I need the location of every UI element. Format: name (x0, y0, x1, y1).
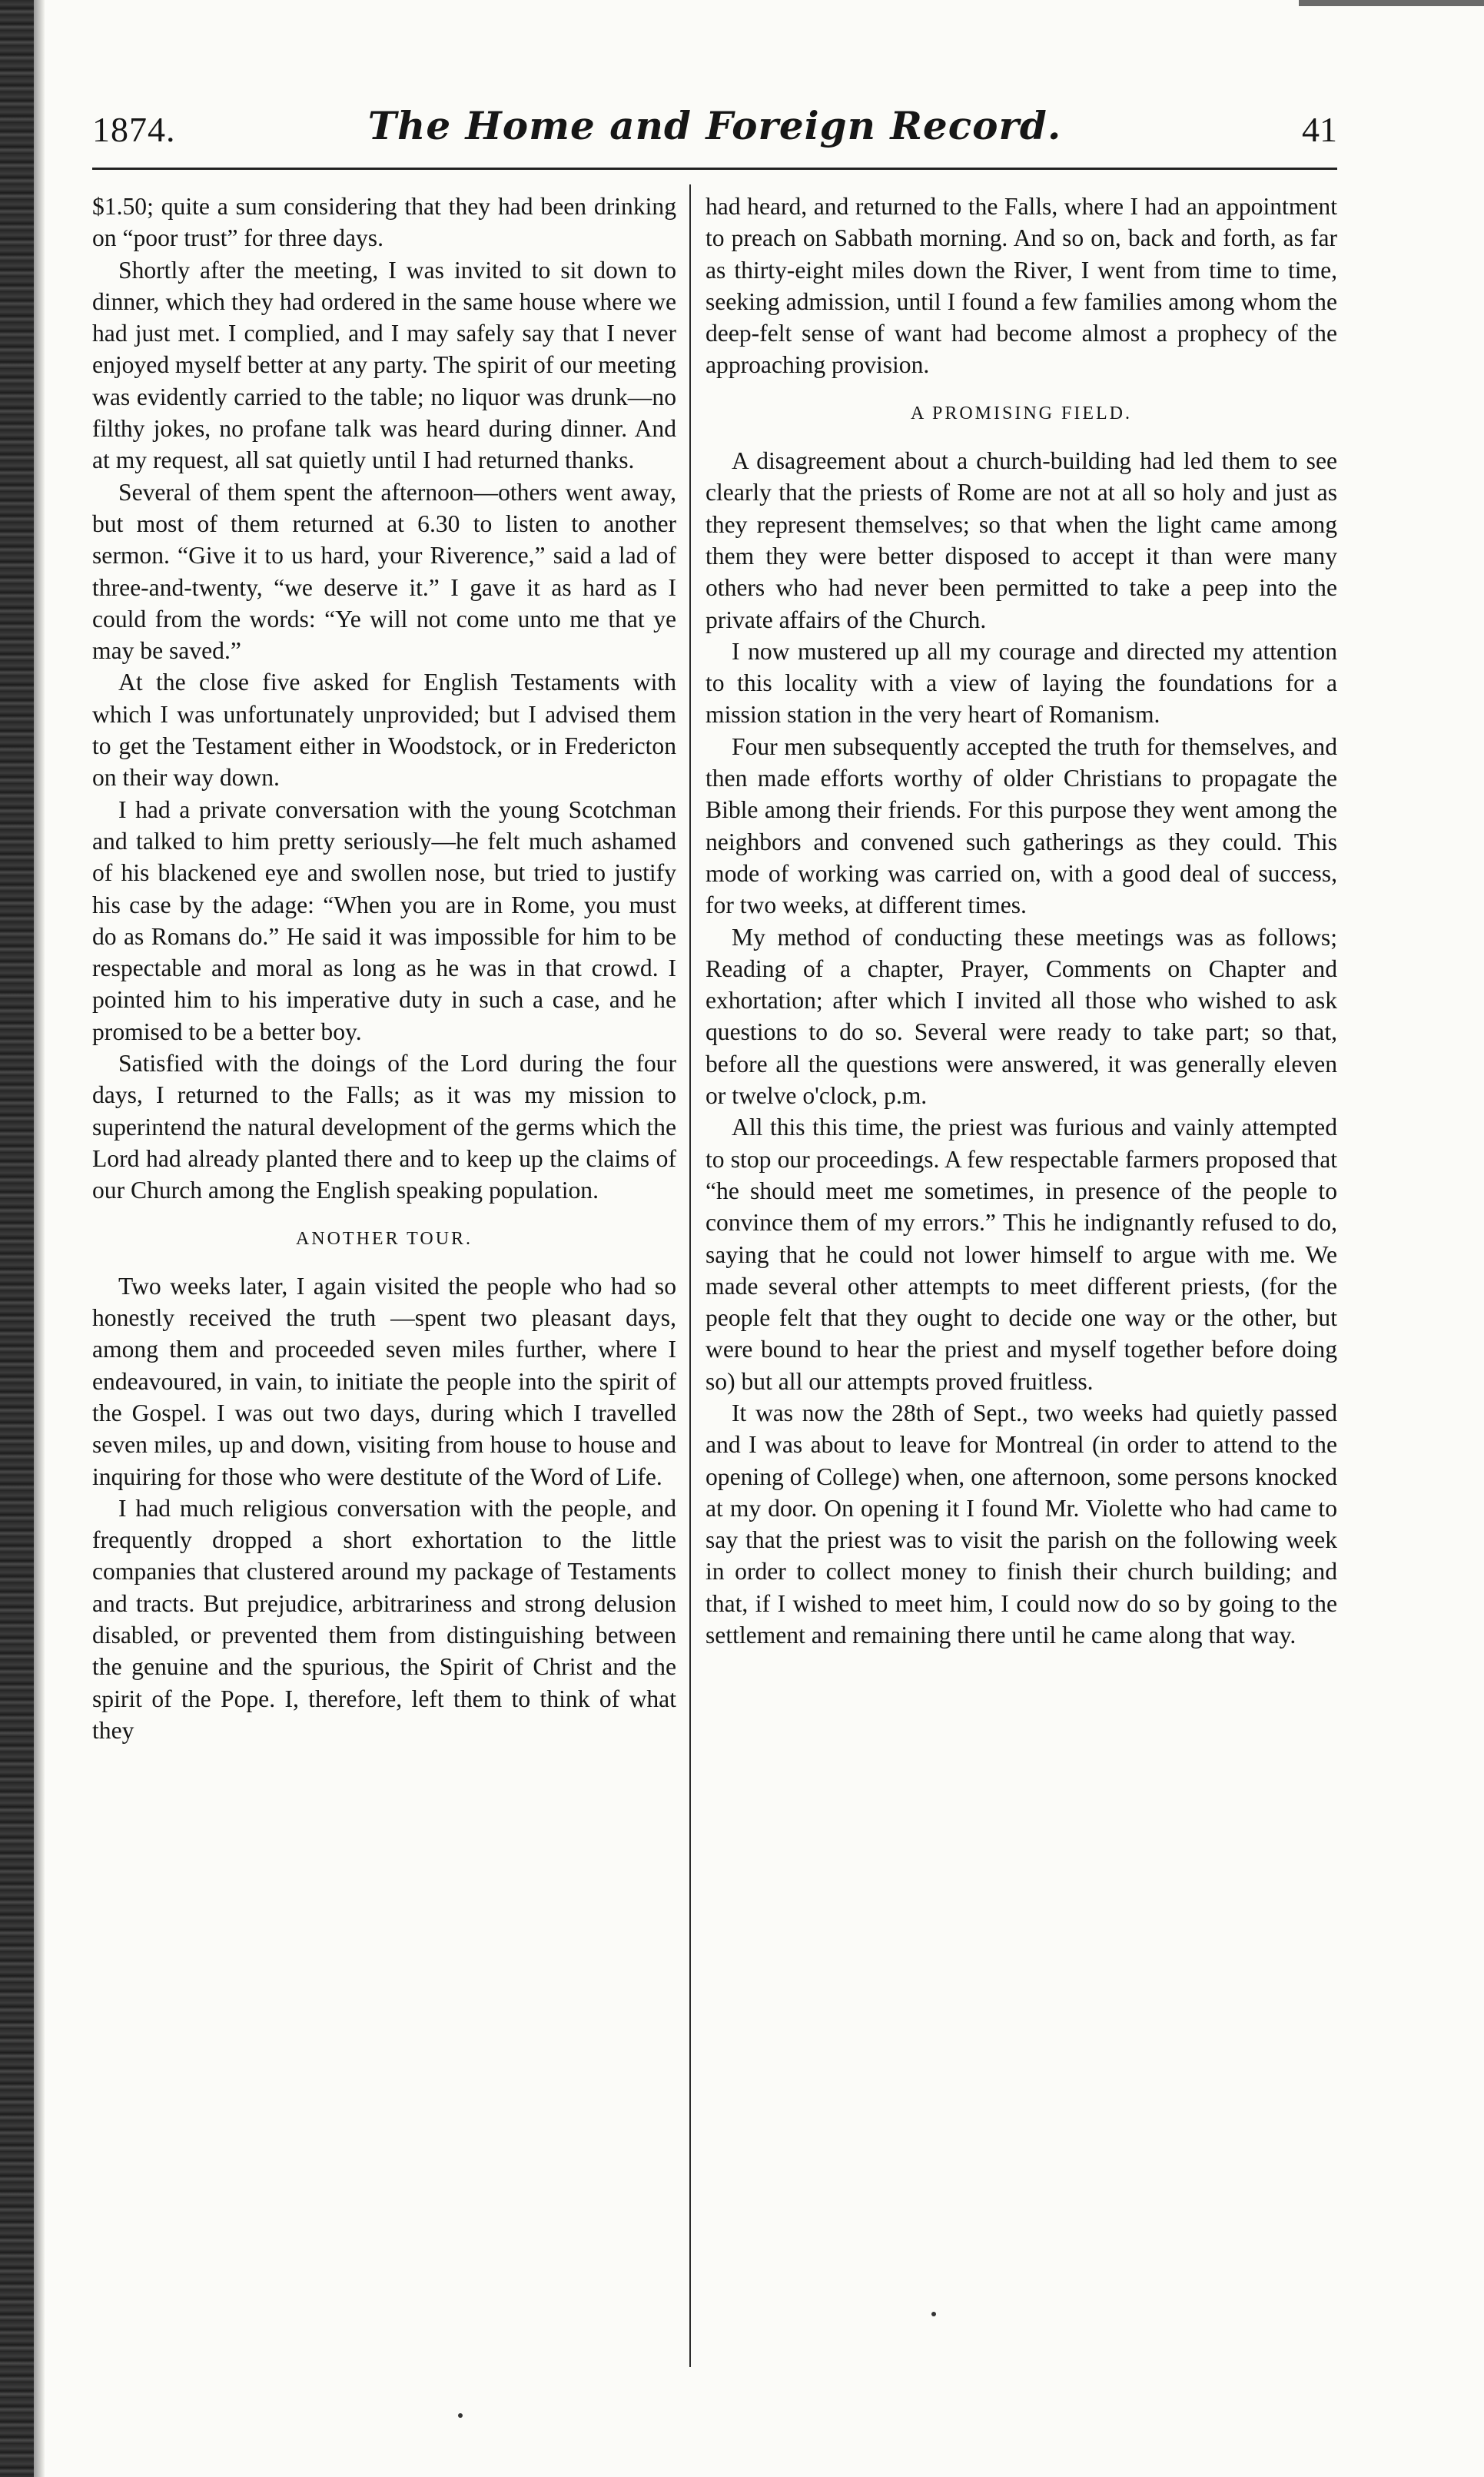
book-spine-shadow (0, 0, 34, 2477)
header-rule (92, 168, 1337, 170)
paragraph: Four men subsequently accepted the truth for themselves, and then made efforts worthy of older Christians to propagate the Bible among their friends. For this purpose they went among the neighbors and convened such gatherings as they could. This mode of working was carried on, with a good deal of success, for two weeks, at different times. (705, 732, 1337, 919)
column-divider (689, 184, 691, 2367)
paragraph: A disagreement about a church-building had led them to see clearly that the priests of Rome are not at all so holy and just as they represent themselves; so that when the light came among them they were better disposed to accept it than were many others who had never been permitted to take a peep into the private affairs of the Church. (705, 447, 1337, 633)
section-heading: A PROMISING FIELD. (910, 403, 1133, 423)
page-number: 41 (1302, 110, 1337, 149)
paragraph: Shortly after the meeting, I was invited to sit down to dinner, which they had ordered in the same house where we had just met. I complied, and I may safely say that I never enjoyed myself better at any party. The spirit of our meeting was evidently carried to the table; no liquor was drunk—no filthy jokes, no profane talk was heard during dinner. And at my request, all sat quietly until I had returned thanks. (92, 256, 676, 474)
print-speck (458, 2413, 463, 2418)
left-column (92, 191, 676, 1746)
paragraph: It was now the 28th of Sept., two weeks had quietly passed and I was about to leave for Montreal (in order to attend to the opening of College) when, one afternoon, some persons knocked at my door. On opening it I found Mr. Violette who had came to say that the priest was to visit the parish on the following week in order to collect money to finish their church building; and that, if I wished to meet him, I could now do so by going to the settlement and remaining there until he came along that way. (705, 1399, 1337, 1649)
header-title: The Home and Foreign Record. (367, 103, 1062, 148)
paragraph: I now mustered up all my courage and directed my attention to this locality with a view of laying the foundations for a mission station in the very heart of Romanism. (705, 637, 1337, 729)
paragraph: I had a private conversation with the young Scotchman and talked to him pretty seriously—he felt much ashamed of his blackened eye and swollen nose, but tried to justify his case by the adage: “When you are in Rome, you must do as Romans do.” He said it was impossible for him to be respectable and moral as long as he was in that crowd. I pointed him to his imperative duty in such a case, and he promised to be a better boy. (92, 795, 676, 1045)
header-year: 1874. (92, 110, 176, 149)
paragraph: Two weeks later, I again visited the people who had so honestly received the truth —spent two pleasant days, among them and proceeded seven miles further, where I endeavoured, in vain, to initiate the people into the spirit of the Gospel. I was out two days, during which I travelled seven miles, up and down, visiting from house to house and inquiring for those who were destitute of the Word of Life. (92, 1272, 676, 1490)
paragraph: At the close five asked for English Testaments with which I was unfortunately unprovided; but I advised them to get the Testament either in Woodstock, or in Fredericton on their way down. (92, 669, 676, 792)
paragraph: had heard, and returned to the Falls, where I had an appointment to preach on Sabbath morning. And so on, back and forth, as far as thirty-eight miles down the River, I went from time to time, seeking admission, until I found a few families among whom the deep-felt sense of want had become almost a prophecy of the approaching provision. (705, 193, 1337, 379)
paragraph: I had much religious conversation with the people, and frequently dropped a short exhortation to the little companies that clustered around my package of Testaments and tracts. But prejudice, arbitrariness and strong delusion disabled, or prevented them from distinguishing between the genuine and the spurious, the Spirit of Christ and the spirit of the Pope. I, therefore, left them to think of what they (92, 1494, 676, 1744)
running-header (92, 98, 1337, 168)
paragraph: My method of conducting these meetings was as follows; Reading of a chapter, Prayer, Comments on Chapter and exhortation; after which I invited all those who wished to ask questions to do so. Several were ready to take part; so that, before all the questions were answered, it was generally eleven or twelve o'clock, p.m. (705, 923, 1337, 1110)
book-gutter (34, 0, 45, 2477)
print-speck (931, 2312, 936, 2316)
paragraph: All this this time, the priest was furious and vainly attempted to stop our proceedings. A few respectable farmers proposed that “he should meet me sometimes, in presence of the people to convince them of my errors.” This he indignantly refused to do, saying that he could not lower himself to argue with me. We made several other attempts to meet different priests, (for the people felt that they ought to decide one way or the other, but were bound to hear the priest and myself together before doing so) but all our attempts proved fruitless. (705, 1114, 1337, 1395)
right-column (705, 191, 1337, 1651)
paragraph: Several of them spent the afternoon—others went away, but most of them returned at 6.30 to listen to another sermon. “Give it to us hard, your Riverence,” said a lad of three-and-twenty, “we deserve it.” I gave it as hard as I could from the words: “Ye will not come unto me that ye may be saved.” (92, 478, 676, 665)
top-edge-mark (1299, 0, 1484, 6)
paragraph: $1.50; quite a sum considering that they had been drinking on “poor trust” for three days. (92, 193, 676, 252)
paragraph: Satisfied with the doings of the Lord during the four days, I returned to the Falls; as it was my mission to superintend the natural development of the germs which the Lord had already planted there and to keep up the claims of our Church among the English speaking population. (92, 1050, 676, 1204)
section-heading: ANOTHER TOUR. (295, 1228, 473, 1249)
